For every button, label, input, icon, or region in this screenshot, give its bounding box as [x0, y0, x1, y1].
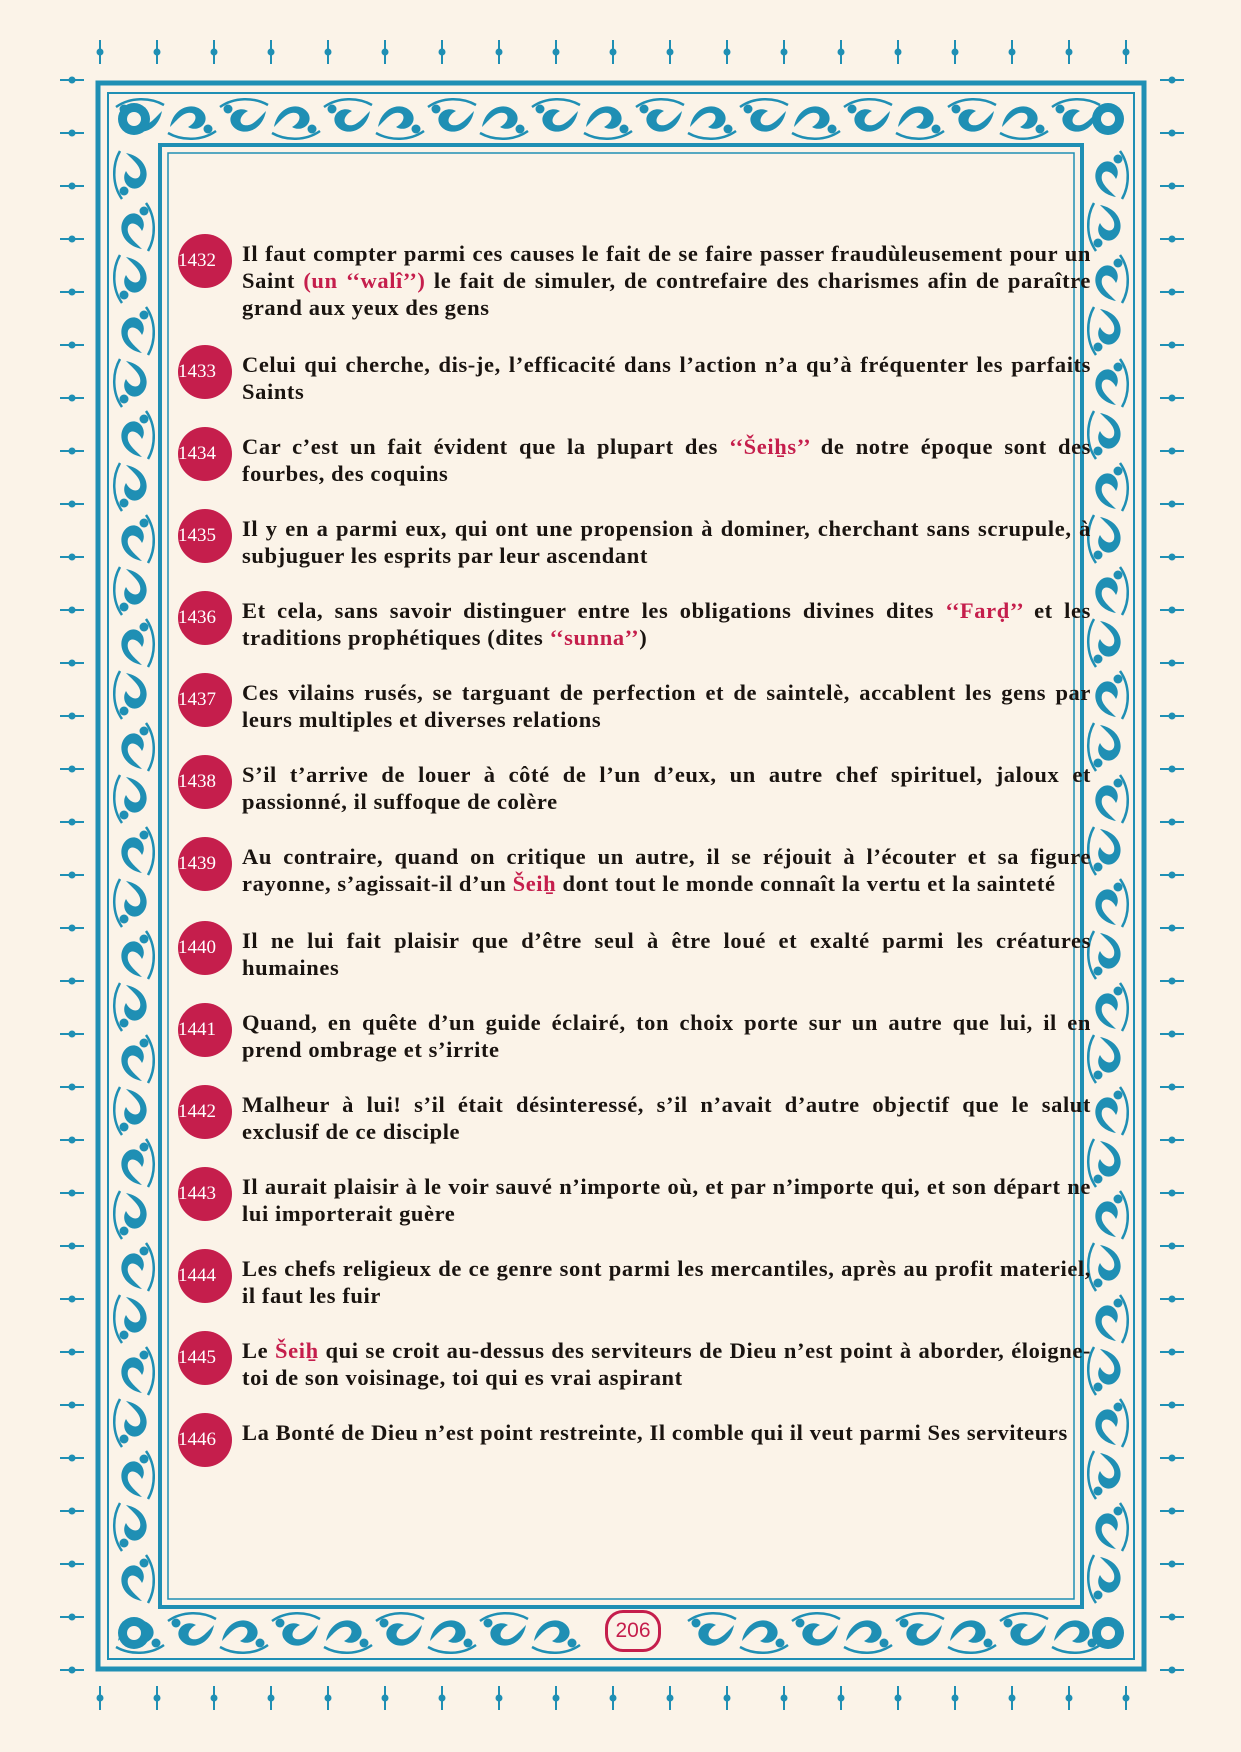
- arabesque-motif: [1088, 827, 1120, 875]
- arabesque-motif: [1088, 931, 1120, 979]
- tick-dot: [1169, 342, 1176, 349]
- arabesque-motif: [1095, 1087, 1127, 1135]
- tick-dot: [895, 49, 902, 56]
- tick-dot: [610, 49, 617, 56]
- verse-1438: [178, 761, 1091, 815]
- arabesque-motif: [114, 255, 146, 303]
- tick-dot: [1169, 236, 1176, 243]
- tick-dot: [211, 1695, 218, 1702]
- arabesque-motif: [114, 983, 146, 1031]
- tick-dot: [1066, 1695, 1073, 1702]
- tick-dot: [724, 49, 731, 56]
- verse-text: Il aurait plaisir à le voir sauvé n’importe où, et par n’importe qui, et son départ ne lui importerait guère: [242, 1174, 1091, 1226]
- arabesque-motif: [114, 1503, 146, 1551]
- tick-dot: [1169, 1243, 1176, 1250]
- arabesque-motif: [114, 1399, 146, 1447]
- arabesque-motif: [1095, 1399, 1127, 1447]
- arabesque-motif: [1088, 1347, 1120, 1395]
- arabesque-motif: [114, 151, 146, 199]
- verse-text: Il ne lui fait plaisir que d’être seul à être loué et exalté parmi les créatures humaines: [242, 928, 1091, 980]
- arabesque-motif: [121, 411, 153, 459]
- tick-dot: [1169, 448, 1176, 455]
- tick-dot: [1169, 77, 1176, 84]
- arabesque-motif: [114, 1087, 146, 1135]
- tick-dot: [1169, 925, 1176, 932]
- tick-dot: [69, 183, 76, 190]
- tick-dot: [781, 1695, 788, 1702]
- arabesque-motif: [1000, 1613, 1048, 1645]
- tick-dot: [1169, 1667, 1176, 1674]
- tick-dot: [325, 1695, 332, 1702]
- tick-dot: [154, 1695, 161, 1702]
- tick-dot: [268, 1695, 275, 1702]
- verse-1439: [178, 843, 1091, 897]
- tick-dot: [69, 395, 76, 402]
- tick-dot: [496, 49, 503, 56]
- tick-dot: [69, 554, 76, 561]
- tick-dot: [1169, 766, 1176, 773]
- arabesque-motif: [114, 775, 146, 823]
- arabesque-motif: [792, 106, 840, 138]
- tick-dot: [895, 1695, 902, 1702]
- verse-1444: [178, 1255, 1091, 1309]
- tick-dot: [69, 766, 76, 773]
- arabesque-motif: [1088, 411, 1120, 459]
- arabesque-motif: [688, 106, 736, 138]
- arabesque-motif: [844, 99, 892, 131]
- tick-dot: [69, 1508, 76, 1515]
- verse-text: La Bonté de Dieu n’est point restreinte, Il comble qui il veut parmi Ses serviteurs: [242, 1420, 1068, 1445]
- arabesque-motif: [1095, 151, 1127, 199]
- arabesque-motif: [376, 1613, 424, 1645]
- arabesque-motif: [121, 1035, 153, 1083]
- tick-dot: [69, 713, 76, 720]
- tick-dot: [1169, 978, 1176, 985]
- tick-dot: [1169, 183, 1176, 190]
- verse-number-badge: 1443: [178, 1167, 232, 1221]
- verse-text: Le Šeiẖ qui se croit au-dessus des serviteurs de Dieu n’est point à aborder, éloigne-toi de son voisinage, toi qui es vrai aspirant: [242, 1338, 1092, 1390]
- verse-number-badge: 1434: [178, 427, 232, 481]
- verse-text: Au contraire, quand on critique un autre, il se réjouit à l’écouter et sa figure rayonne, s’agissait-il d’un Šeiẖ dont tout le monde connaît la vertu et la sainteté: [242, 844, 1091, 896]
- tick-dot: [69, 77, 76, 84]
- arabesque-motif: [121, 1347, 153, 1395]
- arabesque-motif: [220, 1620, 268, 1652]
- tick-dot: [1169, 1402, 1176, 1409]
- arabesque-motif: [1088, 619, 1120, 667]
- tick-dot: [69, 978, 76, 985]
- tick-dot: [382, 1695, 389, 1702]
- arabesque-motif: [376, 106, 424, 138]
- tick-dot: [1169, 713, 1176, 720]
- tick-dot: [69, 819, 76, 826]
- arabesque-motif: [1088, 1243, 1120, 1291]
- arabesque-motif: [1095, 983, 1127, 1031]
- arabesque-motif: [896, 106, 944, 138]
- tick-dot: [325, 49, 332, 56]
- arabesque-motif: [1088, 1139, 1120, 1187]
- tick-dot: [69, 1137, 76, 1144]
- verse-number-badge: 1436: [178, 591, 232, 645]
- tick-dot: [952, 49, 959, 56]
- verse-text: Les chefs religieux de ce genre sont parmi les mercantiles, après au profit materiel, il faut les fuir: [242, 1256, 1091, 1308]
- tick-dot: [69, 130, 76, 137]
- tick-dot: [1169, 1137, 1176, 1144]
- arabesque-motif: [480, 106, 528, 138]
- highlighted-term: ‘‘Šeiẖs’’: [729, 434, 810, 459]
- tick-dot: [1169, 395, 1176, 402]
- tick-dot: [1169, 554, 1176, 561]
- tick-dot: [69, 1031, 76, 1038]
- arabesque-motif: [1095, 463, 1127, 511]
- verse-list: [178, 240, 1091, 1474]
- verse-number-badge: 1433: [178, 345, 232, 399]
- arabesque-motif: [1095, 671, 1127, 719]
- arabesque-motif: [1088, 515, 1120, 563]
- tick-dot: [1009, 49, 1016, 56]
- verse-number-badge: 1440: [178, 921, 232, 975]
- corner-rosette-center: [127, 1626, 141, 1640]
- arabesque-motif: [1095, 775, 1127, 823]
- highlighted-term: Šeiẖ: [512, 871, 557, 896]
- verse-text: Celui qui cherche, dis-je, l’efficacité dans l’action n’a qu’à fréquenter les parfaits Saints: [242, 352, 1091, 404]
- arabesque-motif: [1095, 359, 1127, 407]
- arabesque-motif: [121, 1451, 153, 1499]
- tick-dot: [69, 872, 76, 879]
- arabesque-motif: [1088, 1035, 1120, 1083]
- arabesque-motif: [1095, 255, 1127, 303]
- arabesque-motif: [220, 99, 268, 131]
- verse-1441: [178, 1009, 1091, 1063]
- arabesque-motif: [114, 463, 146, 511]
- arabesque-motif: [121, 619, 153, 667]
- tick-dot: [1169, 1455, 1176, 1462]
- tick-dot: [439, 49, 446, 56]
- tick-dot: [69, 1084, 76, 1091]
- arabesque-motif: [121, 931, 153, 979]
- arabesque-motif: [324, 1620, 372, 1652]
- tick-dot: [154, 49, 161, 56]
- arabesque-motif: [636, 99, 684, 131]
- tick-dot: [553, 1695, 560, 1702]
- arabesque-motif: [948, 99, 996, 131]
- tick-dot: [667, 49, 674, 56]
- corner-rosette-center: [1101, 112, 1115, 126]
- tick-dot: [1169, 660, 1176, 667]
- tick-dot: [268, 49, 275, 56]
- verse-number-badge: 1445: [178, 1331, 232, 1385]
- tick-dot: [69, 1190, 76, 1197]
- tick-dot: [1169, 501, 1176, 508]
- arabesque-motif: [1095, 1191, 1127, 1239]
- tick-dot: [69, 1243, 76, 1250]
- tick-dot: [667, 1695, 674, 1702]
- verse-1433: [178, 351, 1091, 405]
- tick-dot: [69, 236, 76, 243]
- arabesque-motif: [1088, 723, 1120, 771]
- tick-dot: [1009, 1695, 1016, 1702]
- tick-dot: [97, 49, 104, 56]
- arabesque-motif: [532, 99, 580, 131]
- arabesque-motif: [114, 879, 146, 927]
- tick-dot: [1123, 49, 1130, 56]
- highlighted-term: ‘‘sunna’’: [549, 625, 640, 650]
- verse-1436: [178, 597, 1091, 651]
- tick-dot: [69, 342, 76, 349]
- arabesque-motif: [1088, 203, 1120, 251]
- verse-1434: [178, 433, 1091, 487]
- tick-dot: [69, 289, 76, 296]
- tick-dot: [496, 1695, 503, 1702]
- verse-text: Quand, en quête d’un guide éclairé, ton choix porte sur un autre que lui, il en prend ombrage et s’irrite: [242, 1010, 1091, 1062]
- verse-number-badge: 1444: [178, 1249, 232, 1303]
- verse-text: Car c’est un fait évident que la plupart des ‘‘Šeiẖs’’ de notre époque sont des fourbes, des coquins: [242, 434, 1092, 486]
- arabesque-motif: [324, 99, 372, 131]
- arabesque-motif: [121, 1555, 153, 1603]
- tick-dot: [69, 660, 76, 667]
- verse-1432: [178, 240, 1091, 321]
- arabesque-motif: [844, 1620, 892, 1652]
- verse-number-badge: 1437: [178, 673, 232, 727]
- tick-dot: [69, 925, 76, 932]
- arabesque-motif: [1088, 1451, 1120, 1499]
- verse-1442: [178, 1091, 1091, 1145]
- tick-dot: [1169, 1190, 1176, 1197]
- verse-1443: [178, 1173, 1091, 1227]
- arabesque-motif: [121, 827, 153, 875]
- verse-1446: [178, 1419, 1091, 1450]
- arabesque-motif: [168, 1613, 216, 1645]
- tick-dot: [781, 49, 788, 56]
- verse-1445: [178, 1337, 1091, 1391]
- arabesque-motif: [121, 1243, 153, 1291]
- arabesque-motif: [480, 1613, 528, 1645]
- tick-dot: [1169, 1031, 1176, 1038]
- highlighted-term: ‘‘Farḍ’’: [945, 598, 1023, 623]
- arabesque-motif: [114, 671, 146, 719]
- verse-number-badge: 1438: [178, 755, 232, 809]
- arabesque-motif: [114, 359, 146, 407]
- arabesque-motif: [121, 203, 153, 251]
- arabesque-motif: [121, 723, 153, 771]
- tick-dot: [69, 1296, 76, 1303]
- tick-dot: [724, 1695, 731, 1702]
- verse-1437: [178, 679, 1091, 733]
- arabesque-motif: [114, 1191, 146, 1239]
- tick-dot: [952, 1695, 959, 1702]
- arabesque-motif: [792, 1613, 840, 1645]
- arabesque-motif: [121, 515, 153, 563]
- verse-number-badge: 1432: [178, 234, 232, 288]
- arabesque-motif: [740, 1620, 788, 1652]
- tick-dot: [97, 1695, 104, 1702]
- tick-dot: [1169, 872, 1176, 879]
- tick-dot: [1169, 1561, 1176, 1568]
- arabesque-motif: [1095, 879, 1127, 927]
- tick-dot: [1169, 1349, 1176, 1356]
- verse-text: Malheur à lui! s’il était désinteressé, s’il n’avait d’autre objectif que le salut exclusif de ce disciple: [242, 1092, 1091, 1144]
- arabesque-motif: [114, 1295, 146, 1343]
- arabesque-motif: [688, 1613, 736, 1645]
- arabesque-motif: [1095, 1503, 1127, 1551]
- verse-text: Il faut compter parmi ces causes le fait de se faire passer fraudùleusement pour un Saint (un ‘‘walî’’) le fait de simuler, de contrefaire des charismes afin de paraître grand aux yeux des gens: [242, 241, 1091, 320]
- tick-dot: [69, 607, 76, 614]
- tick-dot: [838, 1695, 845, 1702]
- verse-text: Et cela, sans savoir distinguer entre les obligations divines dites ‘‘Farḍ’’ et les traditions prophétiques (dites ‘‘sunna’’): [242, 598, 1091, 650]
- tick-dot: [1169, 1614, 1176, 1621]
- tick-dot: [69, 1561, 76, 1568]
- arabesque-motif: [532, 1620, 580, 1652]
- tick-dot: [382, 49, 389, 56]
- tick-dot: [69, 501, 76, 508]
- arabesque-motif: [584, 106, 632, 138]
- verse-text: Ces vilains rusés, se targuant de perfection et de saintelè, accablent les gens par leurs multiples et diverses relations: [242, 680, 1091, 732]
- tick-dot: [69, 1455, 76, 1462]
- highlighted-term: (un ‘‘walî’’): [303, 268, 426, 293]
- verse-number-badge: 1442: [178, 1085, 232, 1139]
- tick-dot: [69, 448, 76, 455]
- tick-dot: [1169, 607, 1176, 614]
- tick-dot: [69, 1667, 76, 1674]
- arabesque-motif: [1095, 1295, 1127, 1343]
- verse-number-badge: 1435: [178, 509, 232, 563]
- tick-dot: [1123, 1695, 1130, 1702]
- tick-dot: [1169, 819, 1176, 826]
- verse-1435: [178, 515, 1091, 569]
- tick-dot: [1169, 1084, 1176, 1091]
- tick-dot: [211, 49, 218, 56]
- tick-dot: [69, 1402, 76, 1409]
- verse-text: Il y en a parmi eux, qui ont une propension à dominer, cherchant sans scrupule, à subjuguer les esprits par leur ascendant: [242, 516, 1091, 568]
- arabesque-motif: [428, 1620, 476, 1652]
- tick-dot: [610, 1695, 617, 1702]
- verse-number-badge: 1439: [178, 837, 232, 891]
- arabesque-motif: [272, 1613, 320, 1645]
- page-number: 206: [605, 1610, 661, 1652]
- arabesque-motif: [896, 1613, 944, 1645]
- arabesque-motif: [1088, 307, 1120, 355]
- tick-dot: [1169, 1508, 1176, 1515]
- corner-rosette-center: [1101, 1626, 1115, 1640]
- corner-rosette-center: [127, 112, 141, 126]
- arabesque-motif: [428, 99, 476, 131]
- arabesque-motif: [740, 99, 788, 131]
- verse-number-badge: 1441: [178, 1003, 232, 1057]
- arabesque-motif: [1088, 1555, 1120, 1603]
- verse-1440: [178, 927, 1091, 981]
- tick-dot: [838, 49, 845, 56]
- tick-dot: [69, 1349, 76, 1356]
- arabesque-motif: [121, 307, 153, 355]
- tick-dot: [1169, 289, 1176, 296]
- arabesque-motif: [272, 106, 320, 138]
- tick-dot: [439, 1695, 446, 1702]
- arabesque-motif: [168, 106, 216, 138]
- tick-dot: [1169, 130, 1176, 137]
- highlighted-term: Šeiẖ: [275, 1338, 319, 1363]
- arabesque-motif: [121, 1139, 153, 1187]
- tick-dot: [553, 49, 560, 56]
- verse-number-badge: 1446: [178, 1413, 232, 1467]
- tick-dot: [1066, 49, 1073, 56]
- arabesque-motif: [1095, 567, 1127, 615]
- arabesque-motif: [1000, 106, 1048, 138]
- arabesque-motif: [114, 567, 146, 615]
- tick-dot: [1169, 1296, 1176, 1303]
- arabesque-motif: [948, 1620, 996, 1652]
- verse-text: S’il t’arrive de louer à côté de l’un d’eux, un autre chef spirituel, jaloux et passionné, il suffoque de colère: [242, 762, 1091, 814]
- tick-dot: [69, 1614, 76, 1621]
